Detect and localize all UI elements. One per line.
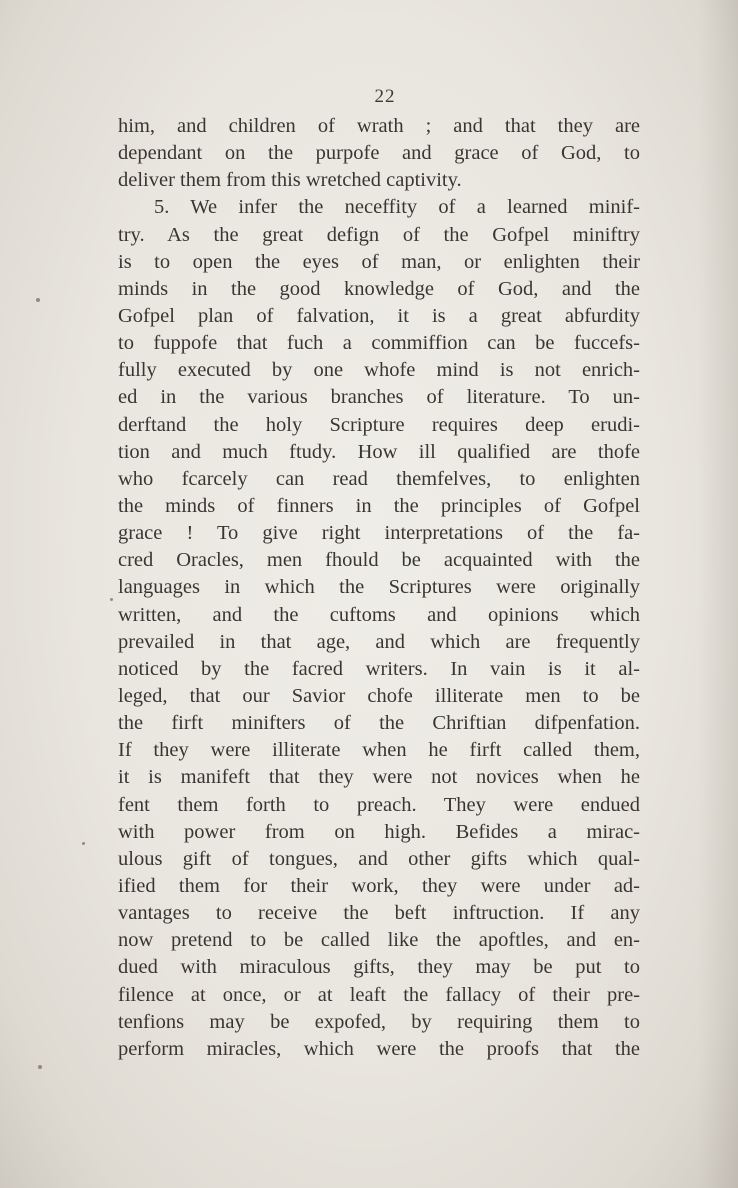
text-line: noticed by the facred writers. In vain is it al- [118, 657, 640, 680]
text-line: fully executed by one whofe mind is not enrich- [118, 359, 640, 382]
text-line: the firft minifters of the Chriftian difpenfation. [118, 712, 640, 735]
text-line: deliver them from this wretched captivity. [118, 169, 462, 192]
text-line: tion and much ftudy. How ill qualified are thofe [118, 440, 640, 463]
text-line: filence at once, or at leaft the fallacy of their pre- [118, 983, 640, 1006]
text-line: him, and children of wrath ; and that they are [118, 115, 640, 137]
page-number: 22 [374, 86, 396, 107]
text-line: now pretend to be called like the apoftles, and en- [118, 929, 640, 952]
text-line: perform miracles, which were the proofs that the [118, 1037, 640, 1060]
text-line: the minds of finners in the principles of Gofpel [118, 494, 640, 517]
text-line: languages in which the Scriptures were originally [118, 576, 640, 599]
text-line: If they were illiterate when he firft called them, [118, 739, 640, 762]
text-line: dued with miraculous gifts, they may be put to [118, 956, 640, 979]
text-line: dependant on the purpofe and grace of God, to [118, 142, 640, 165]
text-line: grace ! To give right interpretations of the fa- [118, 522, 640, 545]
text-line: ulous gift of tongues, and other gifts which qual- [118, 847, 640, 870]
text-line: to fuppofe that fuch a commiffion can be fuccefs- [118, 332, 640, 355]
paper-speck [82, 842, 85, 845]
text-line: is to open the eyes of man, or enlighten their [118, 250, 640, 273]
text-line: Gofpel plan of falvation, it is a great abfurdity [118, 304, 640, 327]
text-line: written, and the cuftoms and opinions which [118, 603, 640, 626]
text-line: minds in the good knowledge of God, and the [118, 277, 640, 300]
text-line: derftand the holy Scripture requires deep erudi- [118, 413, 640, 436]
text-line: ified them for their work, they were under ad- [118, 874, 640, 897]
text-line: vantages to receive the beft inftruction. If any [118, 902, 640, 925]
page-edge-shadow [698, 0, 738, 1188]
text-line: it is manifeft that they were not novices when he [118, 766, 640, 789]
text-line: prevailed in that age, and which are frequently [118, 630, 640, 653]
paper-speck [38, 1065, 42, 1069]
text-line: try. As the great defign of the Gofpel miniftry [118, 223, 640, 246]
text-line: leged, that our Savior chofe illiterate men to be [118, 684, 640, 707]
text-line: ed in the various branches of literature. To un- [118, 386, 640, 409]
text-line: fent them forth to preach. They were endued [118, 793, 640, 816]
text-line: tenfions may be expofed, by requiring them to [118, 1010, 640, 1033]
paper-speck [36, 298, 40, 302]
text-line: cred Oracles, men fhould be acquainted with the [118, 549, 640, 572]
body-text [118, 113, 640, 1063]
paragraph-start-line: 5. We infer the neceffity of a learned minif- [154, 196, 640, 219]
text-line: who fcarcely can read themfelves, to enlighten [118, 467, 640, 490]
text-line: with power from on high. Befides a mirac- [118, 820, 640, 843]
paper-speck [110, 598, 113, 601]
